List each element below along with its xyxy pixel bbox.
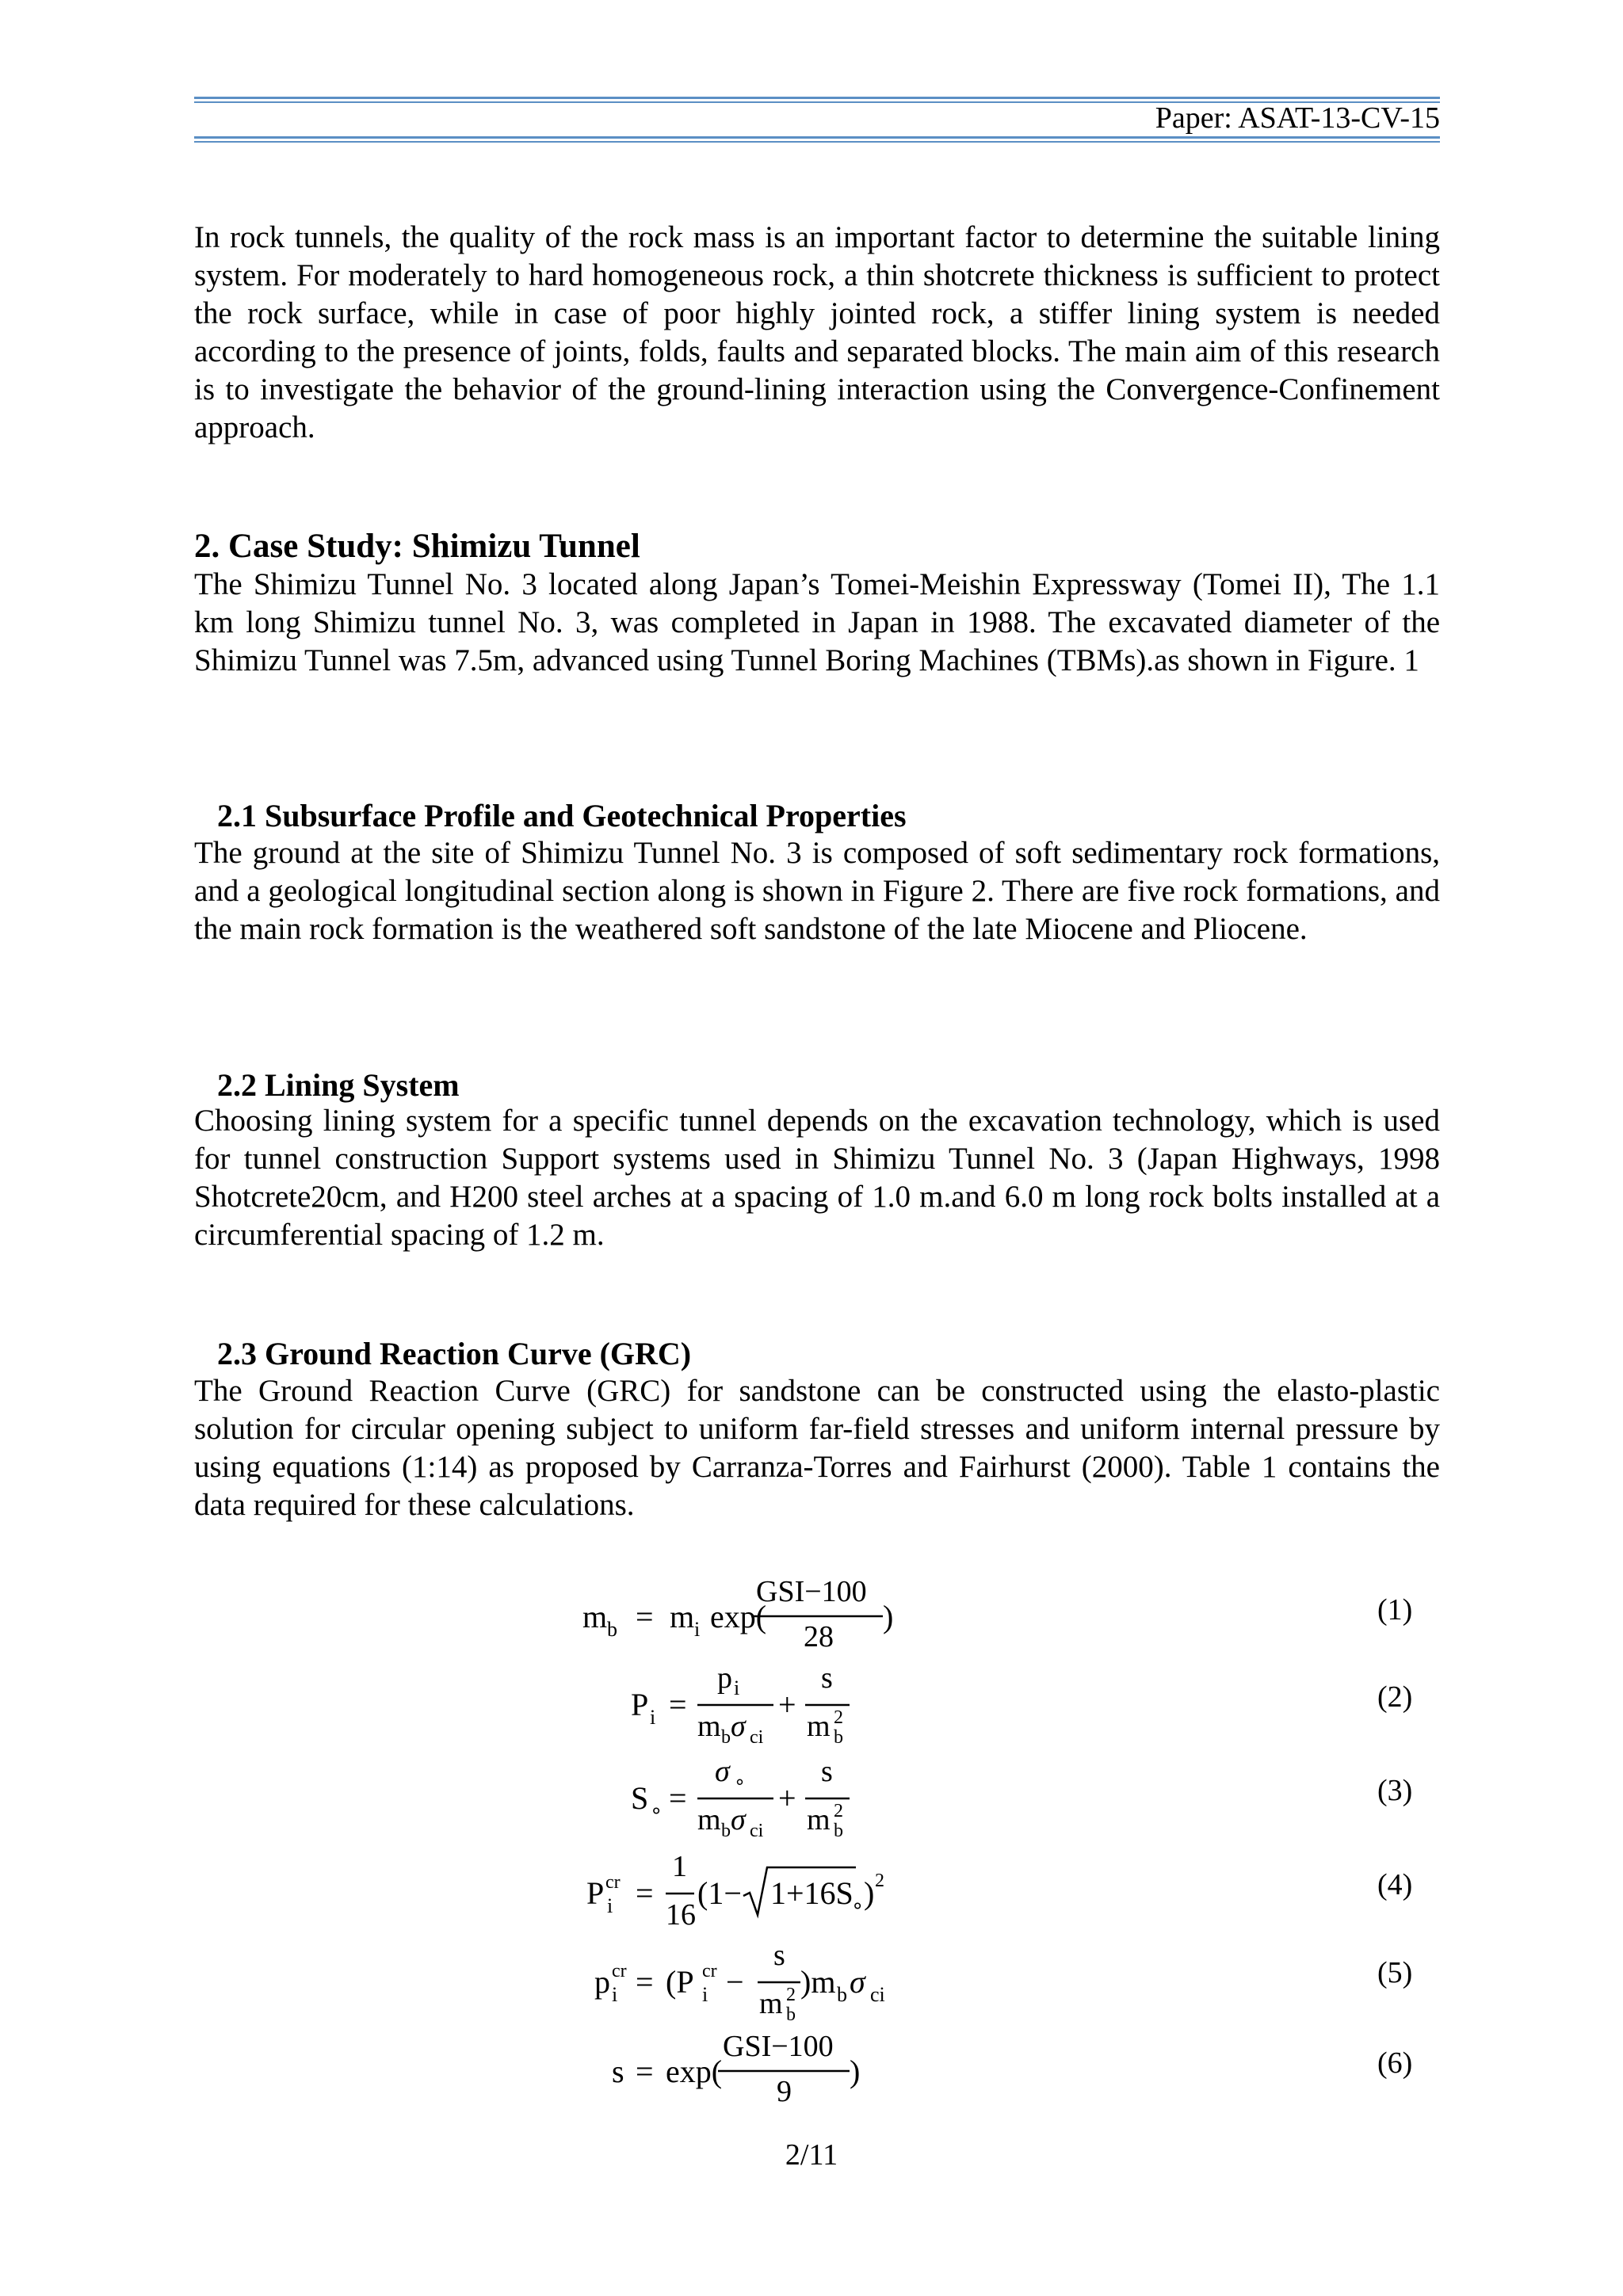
svg-text:GSI−100: GSI−100 [756, 1575, 867, 1608]
svg-text:ci: ci [870, 1983, 885, 2006]
svg-text:m: m [670, 1599, 695, 1634]
svg-text:+: + [778, 1687, 796, 1722]
section-2-1-heading: 2.1 Subsurface Profile and Geotechnical Properties [217, 798, 907, 833]
section-2-2-paragraph: Choosing lining system for a specific tunnel depends on the excavation technology, which is used for tunnel construction Support systems used in Shimizu Tunnel No. 3 (Japan Highways, 1998 Shotcrete20cm, and H200 steel arches at a spacing of 1.0 m.and 6.0 m long rock bolts installed at a circumferential spacing of 1.2 m. [194, 1104, 1440, 1252]
svg-text:i: i [612, 1983, 618, 2006]
header-rule-bottom [194, 136, 1440, 139]
svg-text:=: = [636, 1964, 654, 2000]
page-number: 2/11 [785, 2138, 838, 2172]
svg-text:m: m [697, 1803, 721, 1836]
equation-1 [582, 1575, 893, 1653]
svg-text:=: = [669, 1780, 687, 1816]
svg-text:exp(: exp( [666, 2054, 723, 2089]
section-2-1-paragraph: The ground at the site of Shimizu Tunnel No. 3 is composed of soft sedimentary rock formations, and a geological longitudinal section along is shown in Figure 2. There are five rock formations, and the main rock formation is the weathered soft sandstone of the late Miocene and Pliocene. [194, 836, 1440, 946]
svg-text:i: i [694, 1618, 701, 1641]
equation-number-2: (2) [1377, 1680, 1413, 1714]
svg-text:2: 2 [834, 1707, 843, 1728]
svg-text:2: 2 [786, 1985, 796, 2005]
svg-text:∘: ∘ [650, 1799, 663, 1822]
svg-text:P: P [631, 1687, 649, 1722]
intro-paragraph: In rock tunnels, the quality of the rock mass is an important factor to determine the suitable lining system. For moderately to hard homogeneous rock, a thin shotcrete thickness is sufficient to protect the rock surface, while in case of poor highly jointed rock, a stiffer lining system is needed according to the presence of joints, folds, faults and separated blocks. The main aim of this research is to investigate the behavior of the ground-lining interaction using the Convergence-Confinement approach. [194, 220, 1440, 444]
svg-text:p: p [717, 1661, 732, 1695]
svg-text:(P: (P [666, 1964, 694, 2000]
svg-text:b: b [607, 1618, 617, 1641]
svg-text:): ) [883, 1599, 894, 1634]
svg-text:b: b [721, 1821, 731, 1841]
svg-text:σ: σ [715, 1755, 730, 1788]
svg-text:m: m [582, 1599, 608, 1634]
svg-text:cr: cr [605, 1872, 621, 1893]
svg-text:cr: cr [612, 1961, 627, 1981]
svg-text:m: m [697, 1710, 721, 1743]
svg-text:2: 2 [834, 1801, 843, 1821]
svg-text:2: 2 [875, 1871, 884, 1891]
svg-text:i: i [734, 1676, 740, 1699]
svg-text:s: s [612, 2054, 624, 2089]
svg-text:σ: σ [731, 1803, 746, 1836]
svg-text:(1−: (1− [697, 1875, 742, 1911]
svg-text:−: − [726, 1964, 744, 2000]
svg-text:): ) [864, 1875, 875, 1911]
svg-text:=: = [669, 1687, 687, 1722]
svg-text:)m: )m [800, 1964, 836, 2000]
svg-text:∘: ∘ [734, 1772, 747, 1793]
equation-number-5: (5) [1377, 1956, 1413, 1989]
section-2-paragraph: The Shimizu Tunnel No. 3 located along Japan’s Tomei-Meishin Expressway (Tomei II), The 1.1 km long Shimizu tunnel No. 3, was completed in Japan in 1988. The excavated diameter of the Shimizu Tunnel was 7.5m, advanced using Tunnel Boring Machines (TBMs).as shown in Figure. 1 [194, 567, 1440, 677]
svg-text:s: s [773, 1939, 785, 1972]
equation-2 [631, 1661, 850, 1748]
svg-text:=: = [636, 1875, 654, 1911]
svg-text:s: s [821, 1755, 833, 1788]
equation-number-3: (3) [1377, 1774, 1413, 1807]
svg-text:b: b [721, 1727, 731, 1748]
svg-text:m: m [807, 1710, 831, 1743]
section-2-3-heading: 2.3 Ground Reaction Curve (GRC) [217, 1336, 692, 1371]
equation-number-1: (1) [1377, 1593, 1413, 1627]
svg-text:P: P [586, 1875, 605, 1911]
svg-text:28: 28 [804, 1620, 834, 1653]
svg-text:b: b [834, 1821, 843, 1841]
svg-text:): ) [850, 2054, 861, 2089]
section-2-2-heading: 2.2 Lining System [217, 1067, 460, 1103]
equation-6 [612, 2030, 860, 2108]
svg-text:b: b [837, 1983, 847, 2006]
equation-5 [594, 1939, 885, 2025]
svg-text:p: p [594, 1964, 610, 2000]
svg-text:16: 16 [666, 1898, 696, 1932]
section-2-3-paragraph: The Ground Reaction Curve (GRC) for sandstone can be constructed using the elasto-plastic solution for circular opening subject to uniform far-field stresses and uniform internal pressure by using equations (1:14) as proposed by Carranza-Torres and Fairhurst (2000). Table 1 contains the data required for these calculations. [194, 1374, 1440, 1522]
svg-text:i: i [650, 1706, 656, 1729]
svg-text:b: b [786, 2004, 796, 2025]
svg-text:ci: ci [750, 1727, 764, 1748]
svg-text:GSI−100: GSI−100 [723, 2030, 834, 2063]
header-rule-top [194, 97, 1440, 99]
svg-text:=: = [636, 2054, 654, 2089]
svg-text:σ: σ [731, 1710, 746, 1743]
svg-text:m: m [759, 1987, 783, 2020]
paper-id: Paper: ASAT-13-CV-15 [1155, 101, 1440, 135]
svg-text:m: m [807, 1803, 831, 1836]
svg-text:i: i [607, 1894, 613, 1917]
equation-number-6: (6) [1377, 2046, 1413, 2080]
equation-4 [586, 1850, 884, 1932]
svg-text:b: b [834, 1727, 843, 1748]
svg-text:1+16S: 1+16S [770, 1875, 854, 1911]
svg-text:9: 9 [777, 2075, 792, 2108]
equation-3 [631, 1755, 850, 1841]
svg-text:+: + [778, 1780, 796, 1816]
svg-text:∘: ∘ [851, 1894, 865, 1917]
section-2-heading: 2. Case Study: Shimizu Tunnel [194, 528, 640, 565]
svg-text:1: 1 [672, 1850, 687, 1883]
header-rule-bottom-thin [194, 141, 1440, 143]
svg-text:cr: cr [702, 1961, 717, 1981]
svg-text:s: s [821, 1661, 833, 1695]
svg-text:S: S [631, 1780, 649, 1816]
svg-text:exp(: exp( [710, 1599, 767, 1634]
svg-text:i: i [702, 1983, 708, 2006]
equation-number-4: (4) [1377, 1868, 1413, 1901]
svg-text:σ: σ [850, 1964, 865, 2000]
svg-text:ci: ci [750, 1821, 764, 1841]
svg-text:=: = [636, 1599, 654, 1634]
equation-block [555, 1557, 1046, 2111]
